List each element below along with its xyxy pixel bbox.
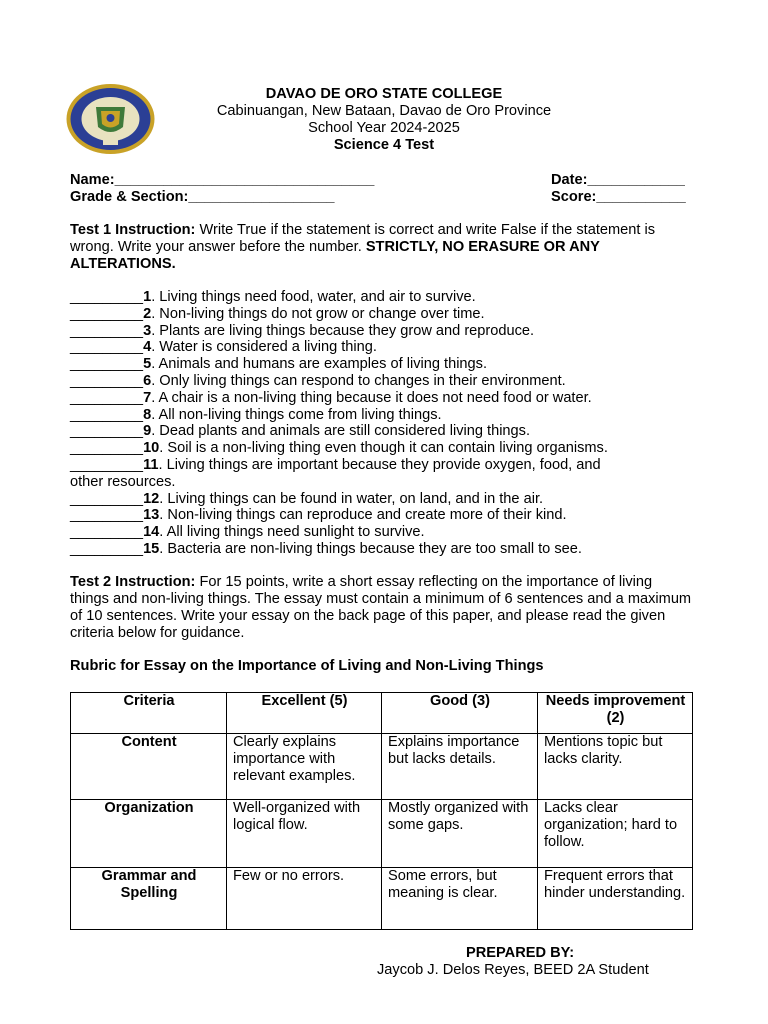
table-cell: Explains importance but lacks details. (382, 734, 538, 800)
list-item (70, 457, 692, 474)
item-text: . Living things can be found in water, on land, and in the air. (159, 490, 544, 507)
list-item (70, 390, 692, 407)
answer-blank[interactable]: _________ (70, 322, 144, 339)
item-number: 13 (143, 507, 160, 524)
answer-blank[interactable]: _________ (70, 406, 144, 423)
test2-label: Test 2 Instruction: (70, 574, 196, 590)
list-item (70, 289, 692, 306)
rubric-title: Rubric for Essay on the Importance of Living and Non-Living Things (70, 658, 544, 674)
item-number: 2 (143, 305, 152, 322)
answer-blank[interactable]: _________ (70, 423, 144, 440)
info-row-1 (70, 172, 695, 189)
test1-text: Write True if the statement is correct and write False if the statement is wrong. Write your answer before the number. (70, 222, 656, 255)
list-item (70, 524, 692, 541)
item-text: . Dead plants and animals are still considered living things. (151, 423, 531, 440)
test1-items (70, 289, 692, 558)
table-cell: Lacks clear organization; hard to follow. (538, 800, 693, 868)
item-number: 14 (143, 524, 160, 541)
preparer-name: Jaycob J. Delos Reyes, BEED 2A Student (377, 962, 649, 978)
test2-instruction (70, 574, 692, 642)
list-item (70, 507, 692, 524)
list-item (70, 407, 692, 424)
item-text: other resources. (70, 473, 176, 490)
item-text: . Living things are important because they provide oxygen, food, and (158, 456, 601, 473)
item-number: 9 (143, 423, 152, 440)
list-item (70, 423, 692, 440)
answer-blank[interactable]: _________ (70, 305, 144, 322)
college-address: Cabinuangan, New Bataan, Davao de Oro Province (216, 103, 552, 119)
table-cell: Mentions topic but lacks clarity. (538, 734, 693, 800)
test2-text: For 15 points, write a short essay reflecting on the importance of living things and non-living things. The essay must contain a minimum of 6 sentences and a maximum of 10 sentences. Write your essay on the back page of this paper, and please read the given criteria below for guidance. (70, 574, 692, 641)
item-text: . All living things need sunlight to survive. (159, 524, 425, 541)
item-text: . Non-living things do not grow or change over time. (151, 305, 485, 322)
list-item (70, 440, 692, 457)
list-item (70, 356, 692, 373)
answer-blank[interactable]: _________ (70, 440, 144, 457)
list-item (70, 373, 692, 390)
test-title: Science 4 Test (333, 137, 435, 153)
column-header: Criteria (71, 693, 227, 734)
item-number: 11 (143, 456, 159, 473)
list-item (70, 541, 692, 558)
item-text: . Plants are living things because they grow and reproduce. (151, 322, 535, 339)
table-cell: Some errors, but meaning is clear. (382, 868, 538, 930)
item-text: . Animals and humans are examples of living things. (151, 356, 488, 373)
name-field[interactable]: Name:________________________________ (70, 172, 375, 188)
test1-emphasis: STRICTLY, NO ERASURE OR ANY ALTERATIONS. (70, 239, 600, 272)
prepared-by-label: PREPARED BY: (466, 945, 575, 961)
column-header: Needs improvement (2) (538, 693, 693, 734)
item-text: . Only living things can respond to changes in their environment. (151, 372, 566, 389)
list-item (70, 491, 692, 508)
table-cell: Mostly organized with some gaps. (382, 800, 538, 868)
list-item (70, 306, 692, 323)
score-field[interactable]: Score:___________ (551, 189, 686, 205)
item-number: 4 (143, 339, 152, 356)
table-cell: Clearly explains importance with relevant examples. (227, 734, 382, 800)
answer-blank[interactable]: _________ (70, 389, 144, 406)
list-item-continuation (70, 474, 692, 491)
list-item (70, 339, 692, 356)
test1-instruction (70, 222, 692, 273)
criteria-cell: Organization (71, 800, 227, 868)
table-cell: Few or no errors. (227, 868, 382, 930)
criteria-cell: Grammar and Spelling (71, 868, 227, 930)
rubric-table (70, 692, 693, 930)
answer-blank[interactable]: _________ (70, 372, 144, 389)
table-cell: Frequent errors that hinder understanding. (538, 868, 693, 930)
item-number: 8 (143, 406, 152, 423)
answer-blank[interactable]: _________ (70, 490, 144, 507)
item-number: 5 (143, 356, 152, 373)
item-text: . Bacteria are non-living things because they are too small to see. (159, 540, 582, 557)
item-number: 7 (143, 389, 152, 406)
test1-label: Test 1 Instruction: (70, 222, 196, 238)
column-header: Excellent (5) (227, 693, 382, 734)
item-text: . Water is considered a living thing. (151, 339, 377, 356)
item-text: . A chair is a non-living thing because it does not need food or water. (151, 389, 592, 406)
grade-section-field[interactable]: Grade & Section:__________________ (70, 189, 335, 205)
answer-blank[interactable]: _________ (70, 524, 144, 541)
answer-blank[interactable]: _________ (70, 540, 144, 557)
school-year: School Year 2024-2025 (308, 120, 460, 136)
table-row (71, 868, 693, 930)
answer-blank[interactable]: _________ (70, 356, 144, 373)
table-cell: Well-organized with logical flow. (227, 800, 382, 868)
item-number: 3 (143, 322, 152, 339)
item-number: 6 (143, 372, 152, 389)
document-header (0, 86, 768, 154)
answer-blank[interactable]: _________ (70, 339, 144, 356)
table-row (71, 800, 693, 868)
info-row-2 (70, 189, 695, 206)
answer-blank[interactable]: _________ (70, 507, 144, 524)
criteria-cell: Content (71, 734, 227, 800)
item-text: . Non-living things can reproduce and create more of their kind. (159, 507, 567, 524)
item-number: 1 (143, 289, 152, 305)
column-header: Good (3) (382, 693, 538, 734)
answer-blank[interactable]: _________ (70, 289, 144, 305)
item-number: 12 (143, 490, 160, 507)
answer-blank[interactable]: _________ (70, 456, 144, 473)
date-field[interactable]: Date:____________ (551, 172, 685, 188)
item-number: 15 (143, 540, 160, 557)
item-text: . Living things need food, water, and air to survive. (151, 289, 476, 305)
table-header-row (71, 693, 693, 734)
college-name: DAVAO DE ORO STATE COLLEGE (265, 86, 503, 102)
item-text: . All non-living things come from living things. (151, 406, 442, 423)
list-item (70, 323, 692, 340)
item-number: 10 (143, 440, 160, 457)
table-row (71, 734, 693, 800)
item-text: . Soil is a non-living thing even though it can contain living organisms. (159, 440, 608, 457)
